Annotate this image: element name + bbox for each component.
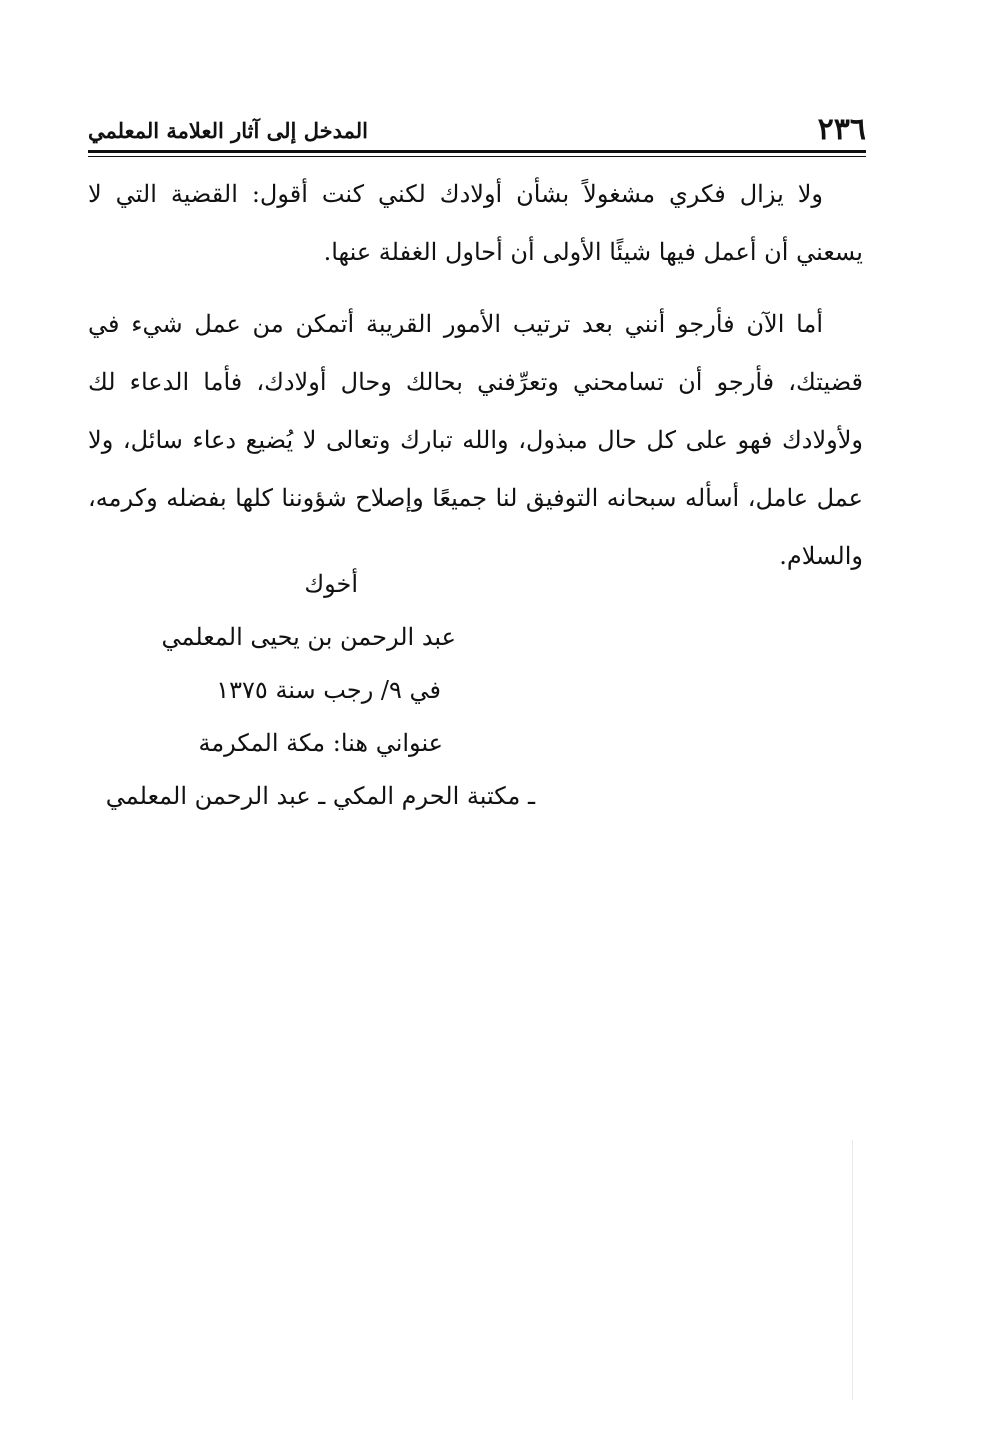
header-rule-thin — [88, 156, 866, 157]
paragraph: ولا يزال فكري مشغولاً بشأن أولادك لكني كنت أقول: القضية التي لا يسعني أن أعمل فيها شيئًا الأولى أن أحاول الغفلة عنها. — [88, 180, 863, 266]
signature-address: عنواني هنا: مكة المكرمة — [198, 729, 443, 757]
scan-margin-line — [852, 1140, 853, 1400]
signature-date: في ٩/ رجب سنة ١٣٧٥ — [216, 676, 441, 704]
signature-closing: أخوك — [304, 570, 358, 598]
running-title: المدخل إلى آثار العلامة المعلمي — [88, 118, 368, 143]
page-number: ٢٣٦ — [817, 112, 866, 147]
header-rule-thick — [88, 150, 866, 153]
letter-body — [88, 165, 863, 585]
signature-address-detail: ـ مكتبة الحرم المكي ـ عبد الرحمن المعلمي — [105, 782, 535, 810]
paragraph: أما الآن فأرجو أنني بعد ترتيب الأمور القريبة أتمكن من عمل شيء في قضيتك، فأرجو أن تسامحني وتعرِّفني بحالك وحال أولادك، فأما الدعاء لك ولأولادك فهو على كل حال مبذول، والله تبارك وتعالى لا يُضيع دعاء سائل، ولا عمل عامل، أسأله سبحانه التوفيق لنا جميعًا وإصلاح شؤوننا كلها بفضله وكرمه، والسلام. — [88, 310, 863, 570]
page-header — [88, 112, 866, 148]
signature-name: عبد الرحمن بن يحيى المعلمي — [161, 623, 456, 651]
